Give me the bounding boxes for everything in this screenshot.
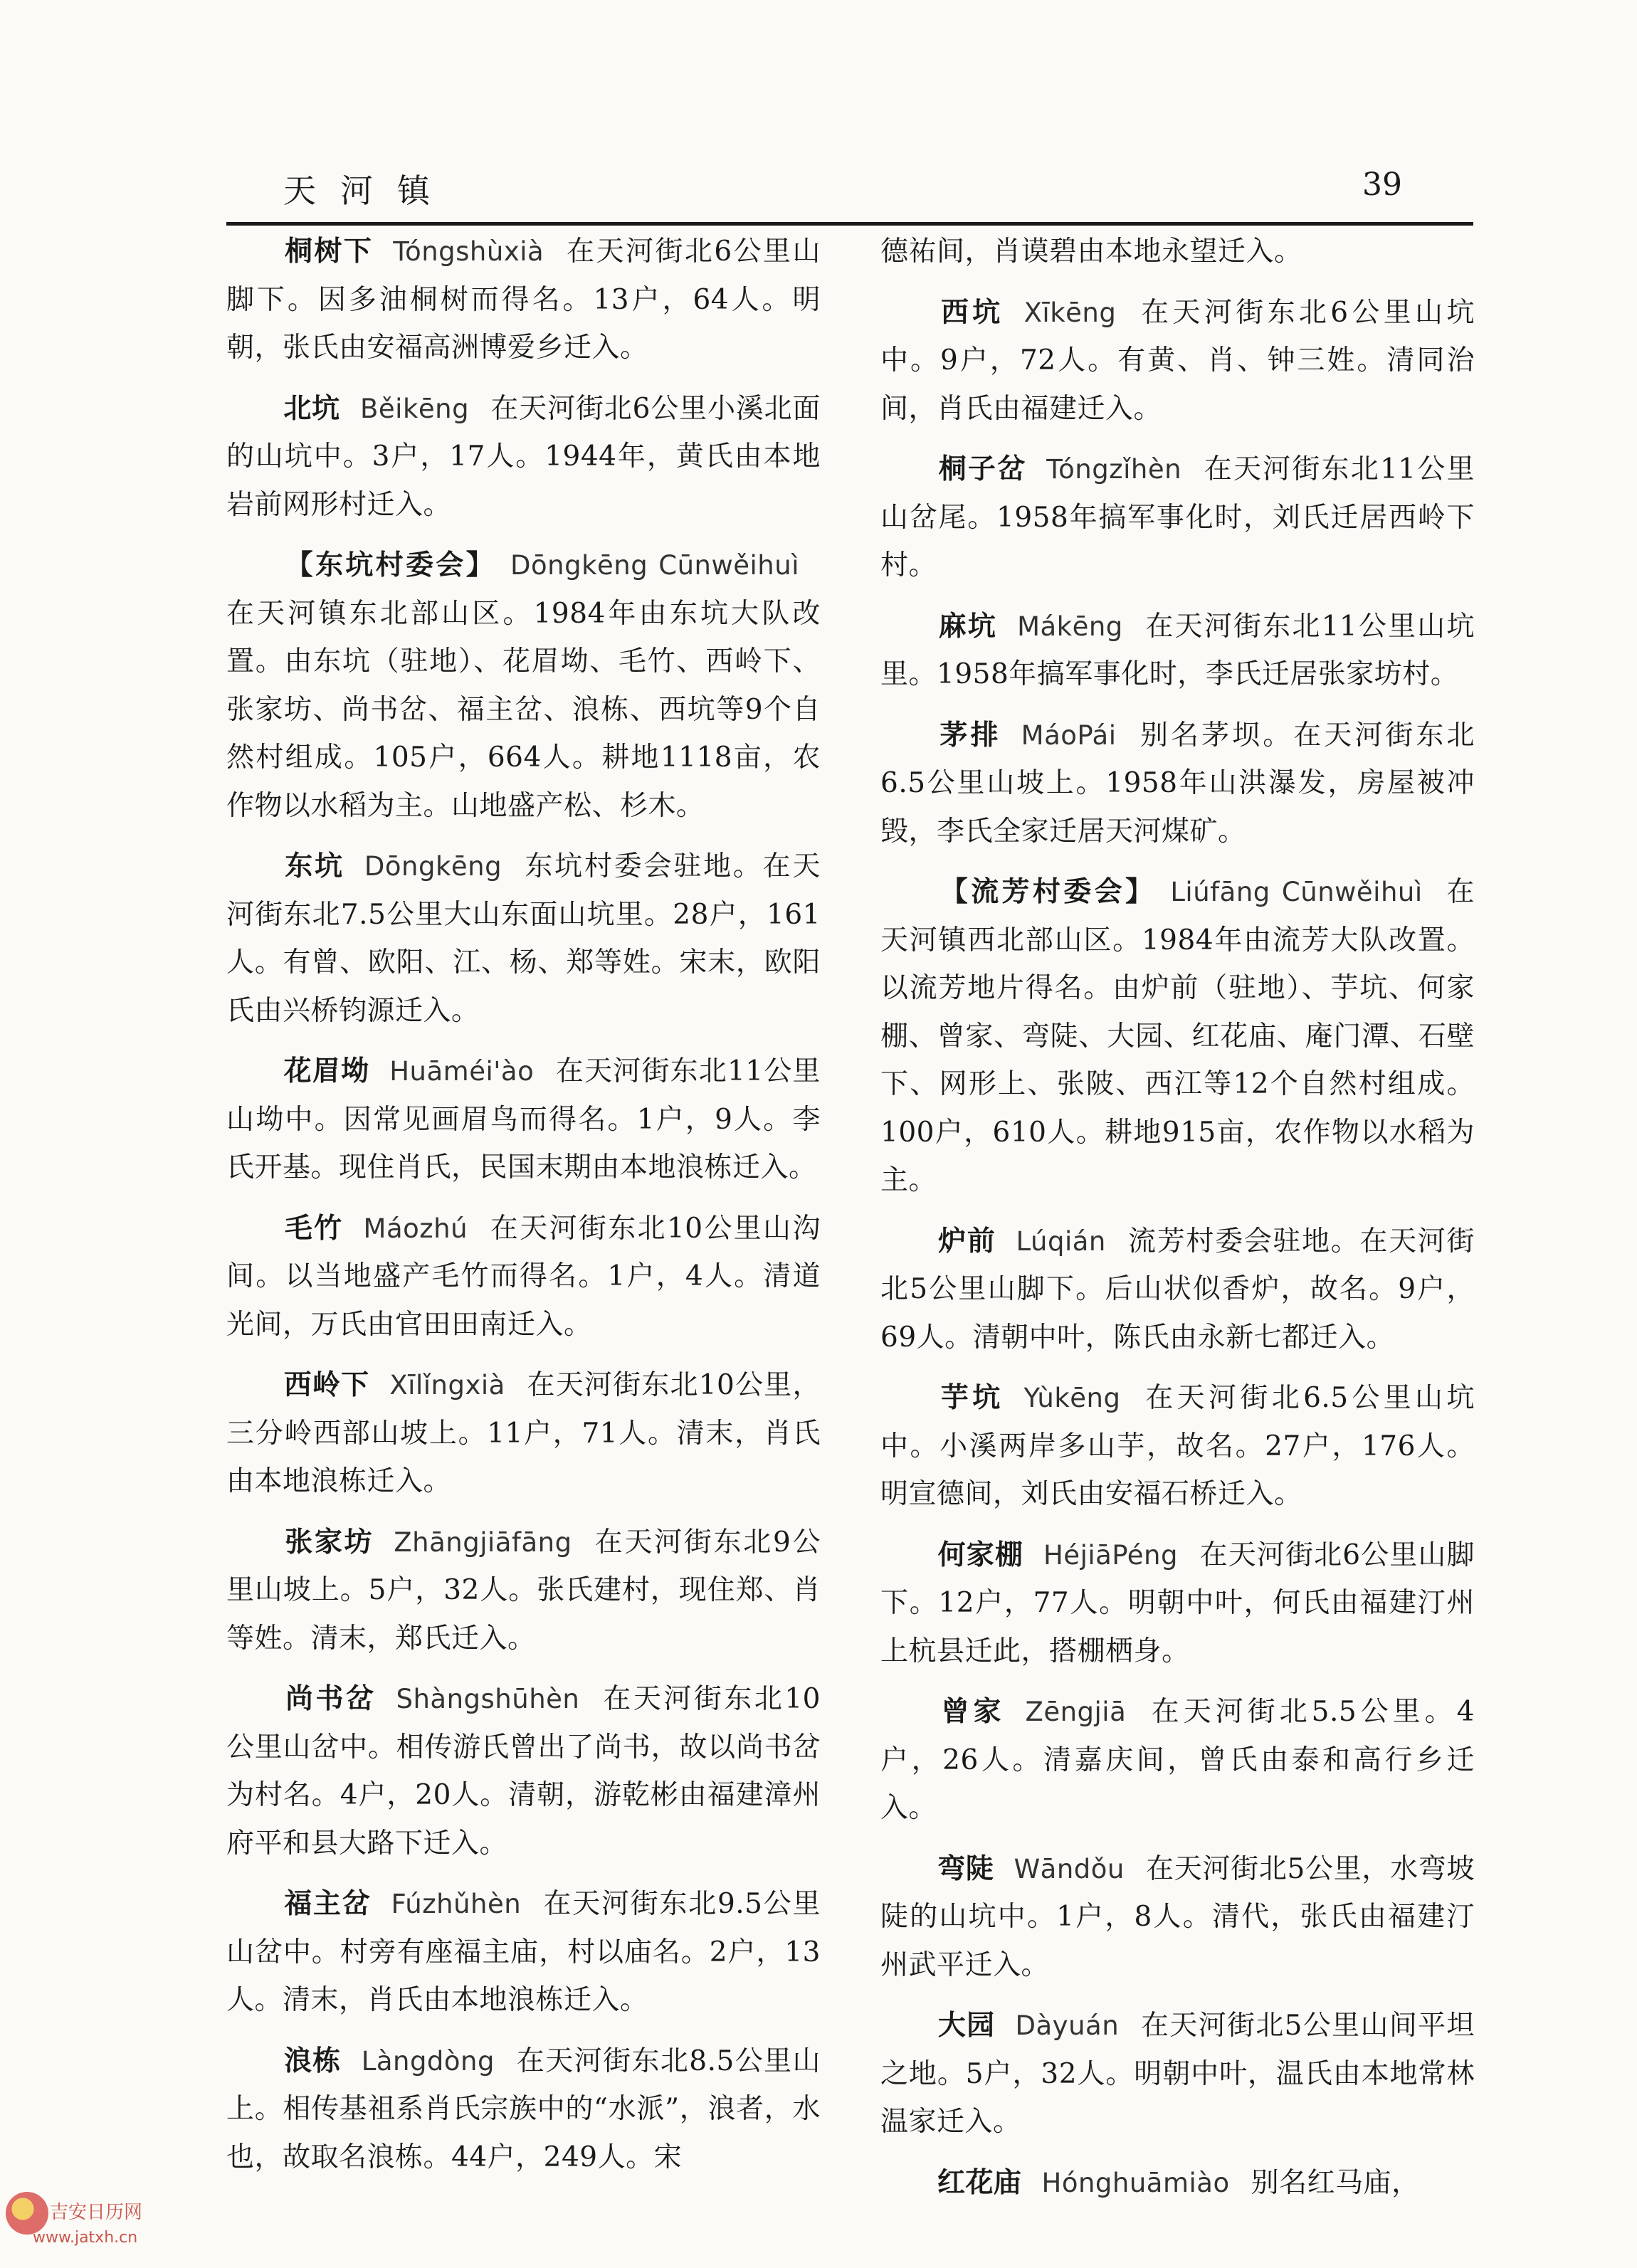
gazetteer-entry bbox=[880, 1845, 1475, 1990]
place-pinyin: Xīlǐngxià bbox=[389, 1370, 505, 1401]
place-name: 红花庙 bbox=[937, 2166, 1022, 2199]
place-pinyin: Fúzhǔhèn bbox=[391, 1889, 522, 1919]
entry-text: 在天河街东北10公里山岔中。相传游氏曾出了尚书，故以尚书岔为村名。4户，20人。清朝，游乾彬由福建漳州府平和县大路下迁入。 bbox=[226, 1683, 821, 1860]
gazetteer-entry bbox=[880, 2159, 1475, 2208]
gazetteer-entry bbox=[226, 1519, 821, 1663]
left-column bbox=[226, 228, 821, 2194]
place-name: 曾家 bbox=[937, 1696, 1006, 1728]
gazetteer-entry bbox=[226, 228, 821, 372]
entry-text: 在天河镇东北部山区。1984年由东坑大队改置。由东坑（驻地）、花眉坳、毛竹、西岭下、张家坊、尚书岔、福主岔、浪栋、西坑等9个自然村组成。105户，664人。耕地1118亩，农作物以水稻为主。山地盛产松、杉木。 bbox=[226, 597, 821, 822]
place-name: 尚书岔 bbox=[283, 1683, 377, 1715]
place-name: 茅排 bbox=[937, 719, 1001, 751]
gazetteer-entry bbox=[880, 1218, 1475, 1362]
place-pinyin: Yùkēng bbox=[1023, 1383, 1121, 1413]
watermark-url: www.jatxh.cn bbox=[33, 2229, 138, 2247]
gazetteer-entry bbox=[880, 2002, 1475, 2146]
entry-text: 在天河街东北11公里山坳中。因常见画眉鸟而得名。1户，9人。李氏开基。现住肖氏，民国末期由本地浪栋迁入。 bbox=[226, 1055, 821, 1183]
place-name: 【东坑村委会】 bbox=[283, 549, 496, 581]
gazetteer-entry bbox=[880, 228, 1475, 276]
gazetteer-entry bbox=[880, 1531, 1475, 1676]
watermark-text: 吉安日历网 bbox=[50, 2202, 143, 2223]
entry-text: 流芳村委会驻地。在天河街北5公里山脚下。后山状似香炉，故名。9户，69人。清朝中叶，陈氏由永新七都迁入。 bbox=[880, 1225, 1475, 1354]
gazetteer-entry bbox=[880, 868, 1475, 1205]
entry-text: 德祐间，肖谟碧由本地永望迁入。 bbox=[880, 236, 1302, 268]
page-title: 天河镇 bbox=[283, 172, 454, 210]
place-name: 大园 bbox=[937, 2010, 996, 2042]
place-pinyin: Tóngshùxià bbox=[393, 236, 544, 267]
place-name: 东坑 bbox=[283, 850, 344, 882]
place-pinyin: Wāndǒu bbox=[1014, 1853, 1125, 1884]
place-name: 弯陡 bbox=[937, 1852, 994, 1885]
place-pinyin: Dōngkēng bbox=[364, 851, 502, 882]
place-pinyin: Dàyuán bbox=[1015, 2010, 1120, 2041]
entry-text: 在天河街北5公里，水弯坡陡的山坑中。1户，8人。清代，张氏由福建汀州武平迁入。 bbox=[880, 1852, 1475, 1981]
page-number: 39 bbox=[1362, 167, 1402, 203]
entry-text: 别名茅坝。在天河街东北6.5公里山坡上。1958年山洪瀑发，房屋被冲毁，李氏全家迁居天河煤矿。 bbox=[880, 719, 1475, 848]
gazetteer-entry bbox=[226, 2037, 821, 2182]
place-pinyin: Dōngkēng Cūnwěihuì bbox=[510, 550, 799, 581]
gazetteer-entry bbox=[226, 1675, 821, 1867]
watermark bbox=[6, 2185, 162, 2263]
place-name: 北坑 bbox=[283, 392, 341, 425]
place-pinyin: Mákēng bbox=[1017, 611, 1123, 642]
entry-text: 在天河街北6公里山脚下。因多油桐树而得名。13户，64人。明朝，张氏由安福高洲博爱乡迁入。 bbox=[226, 236, 821, 364]
gazetteer-entry bbox=[880, 712, 1475, 856]
place-name: 桐树下 bbox=[283, 236, 374, 268]
gazetteer-entry bbox=[880, 603, 1475, 699]
place-pinyin: MáoPái bbox=[1021, 719, 1117, 751]
entry-text: 东坑村委会驻地。在天河街东北7.5公里大山东面山坑里。28户，161人。有曾、欧阳、江、杨、郑等姓。宋末，欧阳氏由兴桥钧源迁入。 bbox=[226, 850, 821, 1027]
place-name: 桐子岔 bbox=[937, 453, 1027, 485]
right-column bbox=[880, 228, 1475, 2220]
place-pinyin: Liúfāng Cūnwěihuì bbox=[1170, 877, 1423, 907]
entry-text: 在天河街北6.5公里山坑中。小溪两岸多山芋，故名。27户，176人。明宣德间，刘氏由安福石桥迁入。 bbox=[880, 1382, 1475, 1510]
place-pinyin: Shàngshūhèn bbox=[396, 1684, 580, 1714]
gazetteer-entry bbox=[880, 289, 1475, 433]
entry-text: 在天河街北5公里山间平坦之地。5户，32人。明朝中叶，温氏由本地常林温家迁入。 bbox=[880, 2010, 1475, 2138]
entry-text: 在天河街东北10公里山沟间。以当地盛产毛竹而得名。1户，4人。清道光间，万氏由官田田南迁入。 bbox=[226, 1212, 821, 1341]
place-name: 西岭下 bbox=[283, 1369, 370, 1401]
entry-text: 在天河街北6公里小溪北面的山坑中。3户，17人。1944年，黄氏由本地岩前网形村迁入。 bbox=[226, 392, 821, 521]
place-name: 西坑 bbox=[937, 296, 1004, 329]
place-name: 麻坑 bbox=[937, 610, 998, 643]
place-pinyin: Xīkēng bbox=[1023, 297, 1117, 328]
place-pinyin: HéjiāPéng bbox=[1043, 1539, 1178, 1571]
place-name: 【流芳村委会】 bbox=[937, 876, 1157, 908]
place-name: 福主岔 bbox=[283, 1888, 372, 1920]
gazetteer-entry bbox=[226, 1880, 821, 2025]
place-name: 张家坊 bbox=[283, 1526, 374, 1558]
gazetteer-entry bbox=[880, 1374, 1475, 1519]
place-name: 花眉坳 bbox=[283, 1055, 370, 1087]
watermark-emblem-icon bbox=[6, 2192, 48, 2235]
gazetteer-entry bbox=[226, 1361, 821, 1506]
place-name: 炉前 bbox=[937, 1225, 996, 1257]
place-pinyin: Hónghuāmiào bbox=[1041, 2167, 1230, 2198]
place-pinyin: Lúqián bbox=[1016, 1225, 1106, 1257]
gazetteer-entry bbox=[880, 1688, 1475, 1832]
place-name: 毛竹 bbox=[283, 1212, 344, 1245]
entry-text: 别名红马庙， bbox=[1251, 2166, 1420, 2199]
entry-text: 在天河镇西北部山区。1984年由流芳大队改置。以流芳地片得名。由炉前（驻地）、芋坑、何家棚、曾家、弯陡、大园、红花庙、庵门潭、石壁下、网形上、张陂、西江等12个自然村组成。100户，610人。耕地915亩，农作物以水稻为主。 bbox=[880, 876, 1475, 1196]
gazetteer-entry bbox=[226, 1048, 821, 1192]
gazetteer-entry bbox=[226, 542, 821, 830]
place-pinyin: Zēngjiā bbox=[1025, 1697, 1127, 1727]
place-pinyin: Tóngzǐhèn bbox=[1046, 454, 1182, 485]
entry-text: 在天河街东北11公里山坑里。1958年搞军事化时，李氏迁居张家坊村。 bbox=[880, 610, 1475, 690]
gazetteer-entry bbox=[880, 445, 1475, 590]
gazetteer-entry bbox=[226, 1205, 821, 1349]
page-header bbox=[226, 157, 1473, 226]
entry-text: 在天河街东北10公里，三分岭西部山坡上。11户，71人。清末，肖氏由本地浪栋迁入。 bbox=[226, 1369, 821, 1497]
place-name: 何家棚 bbox=[937, 1539, 1023, 1571]
entry-text: 在天河街北6公里山脚下。12户，77人。明朝中叶，何氏由福建汀州上杭县迁此，搭棚栖身。 bbox=[880, 1539, 1475, 1667]
entry-text: 在天河街东北8.5公里山上。相传基祖系肖氏宗族中的“水派”，浪者，水也，故取名浪栋。44户，249人。宋 bbox=[226, 2045, 821, 2173]
entry-text: 在天河街北5.5公里。4户，26人。清嘉庆间，曾氏由泰和高行乡迁入。 bbox=[880, 1696, 1475, 1824]
place-pinyin: Huāméi'ào bbox=[389, 1056, 535, 1087]
entry-text: 在天河街东北11公里山岔尾。1958年搞军事化时，刘氏迁居西岭下村。 bbox=[880, 453, 1475, 581]
gazetteer-entry bbox=[226, 385, 821, 529]
place-pinyin: Zhāngjiāfāng bbox=[394, 1526, 572, 1558]
place-name: 浪栋 bbox=[283, 2045, 342, 2077]
place-pinyin: Làngdòng bbox=[361, 2045, 495, 2077]
place-name: 芋坑 bbox=[937, 1382, 1004, 1414]
place-pinyin: Běikēng bbox=[360, 393, 470, 424]
entry-text: 在天河街东北9公里山坡上。5户，32人。张氏建村，现住郑、肖等姓。清末，郑氏迁入。 bbox=[226, 1526, 821, 1655]
entry-text: 在天河街东北6公里山坑中。9户，72人。有黄、肖、钟三姓。清同治间，肖氏由福建迁入。 bbox=[880, 296, 1475, 425]
entry-text: 在天河街东北9.5公里山岔中。村旁有座福主庙，村以庙名。2户，13人。清末，肖氏由本地浪栋迁入。 bbox=[226, 1888, 821, 2016]
gazetteer-entry bbox=[226, 843, 821, 1035]
place-pinyin: Máozhú bbox=[363, 1213, 468, 1244]
